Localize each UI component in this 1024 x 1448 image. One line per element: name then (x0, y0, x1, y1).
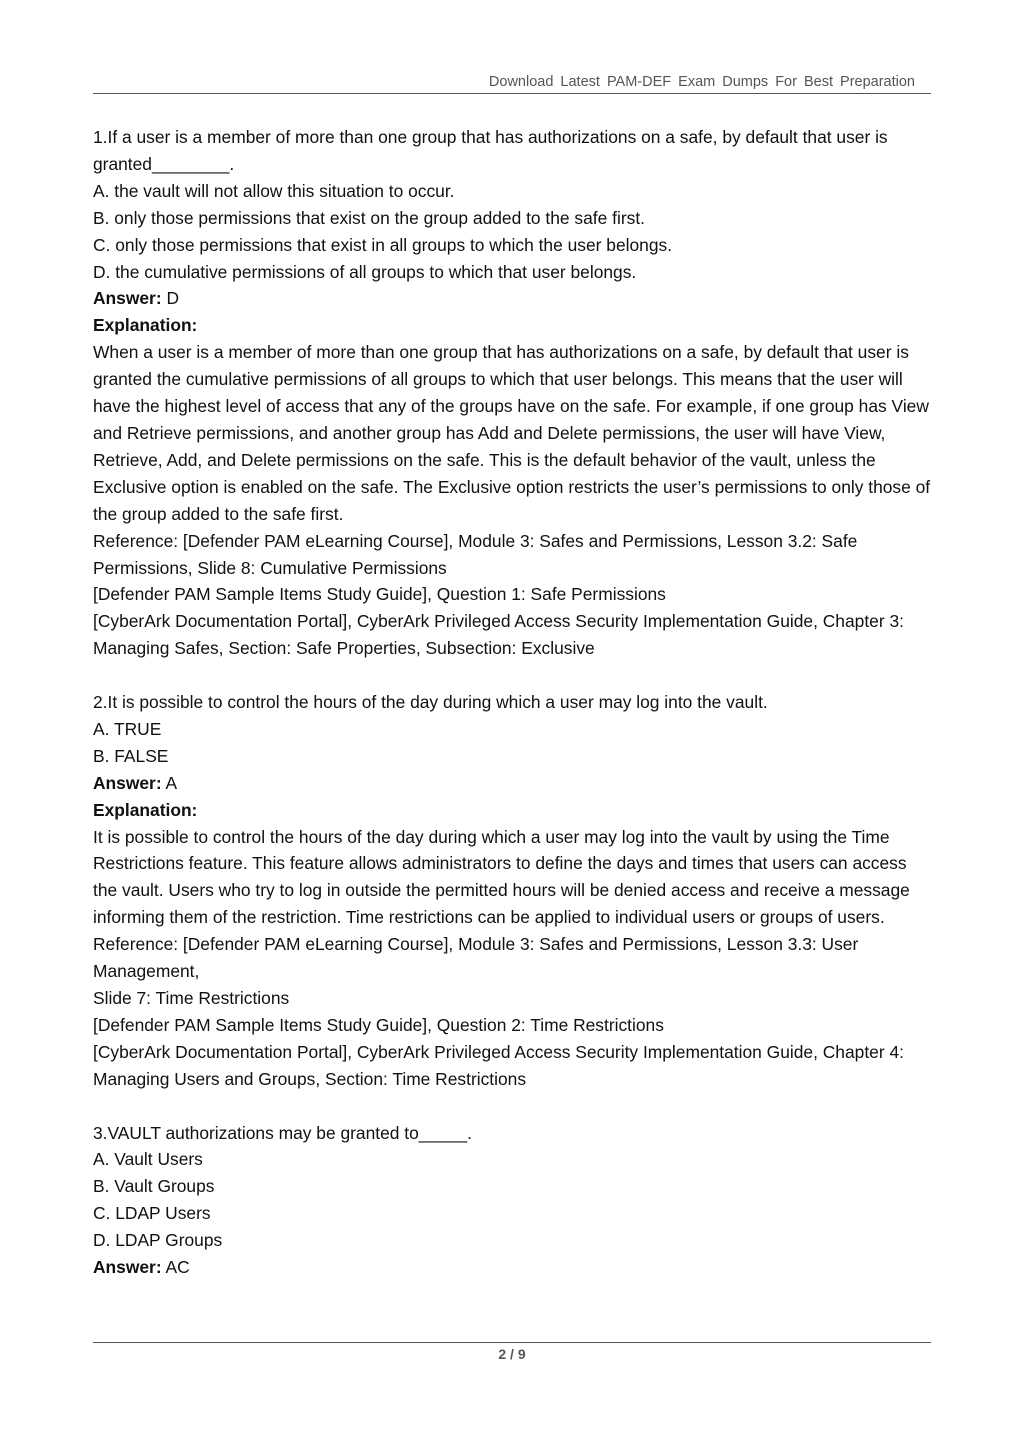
answer-option: C. LDAP Users (93, 1203, 211, 1224)
question-block (93, 1120, 935, 1281)
document-body (93, 124, 935, 1281)
reference-text: [Defender PAM Sample Items Study Guide], Question 1: Safe Permissions (93, 584, 666, 605)
answer-option: D. the cumulative permissions of all groups to which that user belongs. (93, 261, 637, 282)
answer-option: A. the vault will not allow this situation to occur. (93, 180, 455, 201)
question-separator (93, 1093, 935, 1120)
answer-option: B. only those permissions that exist on the group added to the safe first. (93, 207, 645, 228)
page-number: 2 / 9 (498, 1346, 526, 1362)
answer-value: D (161, 288, 180, 309)
page-header (93, 72, 931, 94)
question-separator (93, 662, 935, 689)
answer-option: C. only those permissions that exist in all groups to which the user belongs. (93, 234, 673, 255)
question-text: 1.If a user is a member of more than one group that has authorizations on a safe, by default that user is granted________. (93, 127, 888, 174)
reference-text: Slide 7: Time Restrictions (93, 987, 290, 1008)
question-block (93, 124, 935, 662)
answer-label: Answer: (93, 772, 162, 793)
footer-divider (93, 1342, 931, 1343)
reference-text: Reference: [Defender PAM eLearning Course], Module 3: Safes and Permissions, Lesson 3.3: User Management, (93, 934, 859, 982)
reference-text: [Defender PAM Sample Items Study Guide], Question 2: Time Restrictions (93, 1014, 664, 1035)
explanation-label: Explanation: (93, 315, 198, 336)
answer-line (93, 770, 935, 797)
answer-option: B. FALSE (93, 745, 169, 766)
answer-option: D. LDAP Groups (93, 1230, 223, 1251)
answer-option: A. TRUE (93, 718, 162, 739)
answer-option: A. Vault Users (93, 1149, 203, 1170)
answer-label: Answer: (93, 288, 162, 309)
reference-text: [CyberArk Documentation Portal], CyberArk Privileged Access Security Implementation Guide, Chapter 3: Managing Safes, Section: Safe Properties, Subsection: Exclusive (93, 611, 904, 659)
explanation-label: Explanation: (93, 799, 198, 820)
answer-line (93, 285, 935, 312)
reference-text: [CyberArk Documentation Portal], CyberArk Privileged Access Security Implementation Guide, Chapter 4: Managing Users and Groups, Section: Time Restrictions (93, 1041, 904, 1089)
reference-text: Reference: [Defender PAM eLearning Course], Module 3: Safes and Permissions, Lesson 3.2: Safe Permissions, Slide 8: Cumulative Permissions (93, 530, 858, 578)
answer-option: B. Vault Groups (93, 1176, 215, 1197)
question-text: 3.VAULT authorizations may be granted to_____. (93, 1122, 472, 1143)
answer-line (93, 1254, 935, 1281)
header-title: Download Latest PAM-DEF Exam Dumps For Best Preparation (488, 74, 915, 90)
answer-value: A (161, 772, 178, 793)
question-text: 2.It is possible to control the hours of the day during which a user may log into the vault. (93, 692, 768, 713)
question-block (93, 689, 935, 1093)
answer-label: Answer: (93, 1257, 162, 1278)
explanation-text: When a user is a member of more than one group that has authorizations on a safe, by default that user is granted the cumulative permissions of all groups to which that user belongs. This means that the user will have the highest level of access that any of the groups have on the safe. For example, if one group has View and Retrieve permissions, and another group has Add and Delete permissions, the user will have View, Retrieve, Add, and Delete permissions on the safe. This is the default behavior of the vault, unless the Exclusive option is enabled on the safe. The Exclusive option restricts the user’s permissions to only those of the group added to the safe first. (93, 342, 931, 524)
explanation-text: It is possible to control the hours of the day during which a user may log into the vault by using the Time Restrictions feature. This feature allows administrators to define the days and times that users can access the vault. Users who try to log in outside the permitted hours will be denied access and receive a message informing them of the restriction. Time restrictions can be applied to individual users or groups of users. (93, 826, 910, 928)
answer-value: AC (161, 1257, 190, 1278)
